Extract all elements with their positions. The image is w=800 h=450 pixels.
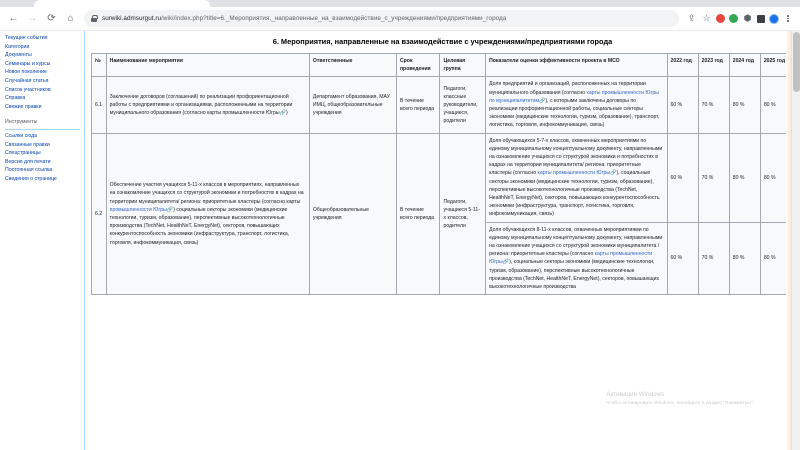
cell-2022: 60 % xyxy=(667,133,698,222)
windows-activation-watermark xyxy=(606,390,754,408)
indicator-text-a: Доля обучающихся 5-7-х классов, охваченных мероприятиями по единому муниципальному концептуальному документу, направленными на ознакомление учащихся со структурой экономики и потребностях в кадрах на территории муниципалитета/ региона: приоритетные кластеры (согласно xyxy=(489,137,663,177)
table-row xyxy=(92,77,792,133)
cell-responsible: Департамент образования, МАУ ИМЦ, общеобразовательные учреждения xyxy=(309,77,396,133)
cell-2023: 70 % xyxy=(698,77,729,133)
events-table xyxy=(91,53,792,295)
chrome-menu-icon[interactable] xyxy=(783,15,793,22)
forward-icon[interactable]: → xyxy=(27,12,38,24)
cell-responsible: Общеобразовательные учреждения xyxy=(309,133,396,295)
cell-2022: 60 % xyxy=(667,222,698,295)
indicator-text-a: Доля предприятий и организаций, расположенных на территории муниципального образования (согласно xyxy=(489,81,646,96)
external-link-icon[interactable]: 🔗 xyxy=(539,97,546,104)
col-header-responsible: Ответственные xyxy=(309,54,396,77)
external-link-icon[interactable]: 🔗 xyxy=(502,259,510,266)
back-icon[interactable]: ← xyxy=(8,12,19,24)
wiki-sidebar xyxy=(0,31,84,450)
url-path: /wiki/index.php?title=6._Мероприятия,_направленные_на_взаимодействие_с_учреждениями/предприятиями_города xyxy=(161,15,507,22)
article-content xyxy=(84,31,800,450)
sidebar-item-what-links-here[interactable]: Ссылки сюда xyxy=(5,132,37,139)
col-header-term: Срок проведения xyxy=(396,54,440,77)
cell-2023: 70 % xyxy=(698,133,729,222)
lock-icon xyxy=(91,15,97,22)
vertical-scrollbar[interactable] xyxy=(791,31,800,450)
cell-2025: 80 % xyxy=(760,77,791,133)
cell-name-text: Обеспечение участия учащихся 5-11-х классов в мероприятиях, направленных на ознакомление учащихся со структурой экономики и потребностях в кадрах на территории муниципалитета/ региона: приоритетные кластеры (согласно карты xyxy=(109,182,304,205)
col-header-2025: 2025 год xyxy=(760,54,791,77)
browser-tab-active[interactable] xyxy=(34,0,210,7)
sidebar-item-user-list[interactable]: Список участников xyxy=(5,86,51,93)
sidebar-item-printable-version[interactable]: Версия для печати xyxy=(5,158,51,165)
reload-icon[interactable]: ⟳ xyxy=(47,12,56,24)
cell-name-text-tail: ) xyxy=(285,110,288,117)
page-viewport xyxy=(0,31,800,450)
col-header-2023: 2023 год xyxy=(698,54,729,77)
indicator-text-a: Доля обучающихся 8-11-х классов, охваченных мероприятиями по единому муниципальному концептуальному документу, направленными на ознакомление учащихся со структурой экономики муниципалитета / региона: приоритетные кластеры (согласно xyxy=(489,226,663,258)
sidebar-item-permanent-link[interactable]: Постоянная ссылка xyxy=(5,167,53,174)
scrollbar-thumb[interactable] xyxy=(793,32,800,92)
cell-term: В течение всего периода xyxy=(396,77,440,133)
extension-shield-icon[interactable] xyxy=(729,14,738,23)
extension-red-icon[interactable] xyxy=(716,14,725,23)
col-header-2022: 2022 год xyxy=(667,54,698,77)
indicator-text-b: ), социальные секторы экономики (медицинские технологии, туризм, образование), перспективные высокотехнологичные производства (TechNet, HealthNeT, EnergyNet), секторов, повышающих конкурентоспособность экономики (инфраструктура, транспорт, логистика, торговля, инфокоммуникация, связь) xyxy=(489,170,660,218)
bookmark-star-icon[interactable]: ☆ xyxy=(702,13,711,23)
tab-strip xyxy=(0,0,800,7)
table-container xyxy=(85,53,800,295)
table-header-row xyxy=(92,54,792,77)
indicator-link[interactable]: карты промышленности Югры по муниципалитетам xyxy=(489,89,659,104)
col-header-indicator: Показатели оценки эффективности проекта в МСО xyxy=(486,54,667,77)
watermark-line-2: Чтобы активировать Windows, перейдите в раздел "Параметры". xyxy=(606,401,754,406)
cell-name xyxy=(106,133,309,295)
sidebar-item-seminars[interactable]: Семинары и курсы xyxy=(5,60,51,67)
cell-2023: 70 % xyxy=(698,222,729,295)
cell-indicator xyxy=(486,222,667,295)
cell-name-text-tail: ) социальные секторы экономики (медицинские технологии, туризм, образование), перспективные высокотехнологичные производства (TechNet, HealthNeT, EnergyNet), секторов, повышающих конкурентоспособность экономики (инфраструктура, транспорт, логистика, торговля, инфокоммуникация, связь) xyxy=(109,206,290,246)
cell-2022: 60 % xyxy=(667,77,698,133)
cell-term: В течение всего периода xyxy=(396,133,440,295)
cell-2024: 80 % xyxy=(729,222,760,295)
cell-num: 6.2 xyxy=(92,133,107,295)
page-title: 6. Мероприятия, направленные на взаимодействие с учреждениями/предприятиями города xyxy=(272,37,613,46)
sidebar-item-related-changes[interactable]: Связанные правки xyxy=(5,141,50,148)
cell-2025: 80 % xyxy=(760,133,791,222)
profile-avatar-icon[interactable] xyxy=(769,14,779,24)
external-link-icon[interactable]: 🔗 xyxy=(279,110,286,117)
sidebar-item-page-information[interactable]: Сведения о странице xyxy=(5,175,57,182)
home-icon[interactable]: ⌂ xyxy=(67,12,74,24)
cell-num: 6.1 xyxy=(92,77,107,133)
indicator-text-b: ), социальные секторы экономики (медицинские технологии, туризм, образование), перспективные высокотехнологичные производства (TechNet, HealthNeT, EnergyNet), секторов, повышающих высокотехнологичные производства xyxy=(489,259,660,291)
sidebar-item-documents[interactable]: Документы xyxy=(5,52,32,59)
external-link-icon[interactable]: 🔗 xyxy=(166,206,174,213)
sidebar-item-special-pages[interactable]: Спецстраницы xyxy=(5,150,41,157)
sidebar-item-new-generation[interactable]: Новое поколение xyxy=(5,69,47,76)
col-header-name: Наименование мероприятия xyxy=(106,54,309,77)
cell-name xyxy=(106,77,309,133)
col-header-target: Целевая группа xyxy=(440,54,486,77)
sidebar-item-current-events[interactable]: Текущие события xyxy=(5,35,48,41)
indicator-link[interactable]: карты промышленности Югры xyxy=(537,170,611,177)
sidebar-item-help[interactable]: Справка xyxy=(5,95,26,102)
extensions-puzzle-icon[interactable]: ⬢ xyxy=(743,13,752,23)
url-host: surwiki.admsurgut.ru xyxy=(102,15,162,22)
indicator-text-b: ), с которыми заключены договоры по реализации профориентационной работы, социальные секторы экономики (медицинские технологии, туризм, образование), транспорт, логистика, торговля, инфокоммуникация, связь) xyxy=(489,97,660,129)
toolbar-icon-group xyxy=(686,13,795,24)
sidebar-item-random-article[interactable]: Случайная статья xyxy=(5,77,49,84)
cell-target: Педагоги, классные руководители, учащиеся, родители xyxy=(440,77,486,133)
watermark-line-1: Активация Windows xyxy=(606,391,665,398)
indicator-link[interactable]: карты промышленности Югры xyxy=(489,251,653,266)
sidebar-tools-heading: Инструменты xyxy=(5,118,80,130)
cell-name-text: Заключение договоров (соглашений) по реализации профориентационной работы с предприятиями и организациями, расположенными на территории муниципального образования (согласно карты промышленности Югры xyxy=(109,93,293,117)
col-header-num: № xyxy=(92,54,107,77)
cell-2024: 80 % xyxy=(729,77,760,133)
col-header-2024: 2024 год xyxy=(729,54,760,77)
sidebar-item-recent-changes[interactable]: Свежие правки xyxy=(5,103,42,110)
table-row xyxy=(92,133,792,222)
extension-square-icon[interactable] xyxy=(757,15,765,23)
cell-2024: 80 % xyxy=(729,133,760,222)
sidebar-item-categories[interactable]: Категории xyxy=(5,43,30,50)
browser-toolbar xyxy=(0,7,800,31)
cell-target: Педагоги, учащиеся 5-11-х классов, родители xyxy=(440,133,486,295)
external-link-icon[interactable]: 🔗 xyxy=(610,170,617,177)
url-text xyxy=(102,10,506,27)
cell-2025: 80 % xyxy=(760,222,791,295)
cell-indicator xyxy=(486,77,667,133)
share-icon[interactable]: ⇪ xyxy=(687,13,696,23)
cell-indicator xyxy=(486,133,667,222)
address-bar[interactable] xyxy=(84,10,679,27)
cell-name-link[interactable]: промышленности Югры xyxy=(109,206,167,213)
